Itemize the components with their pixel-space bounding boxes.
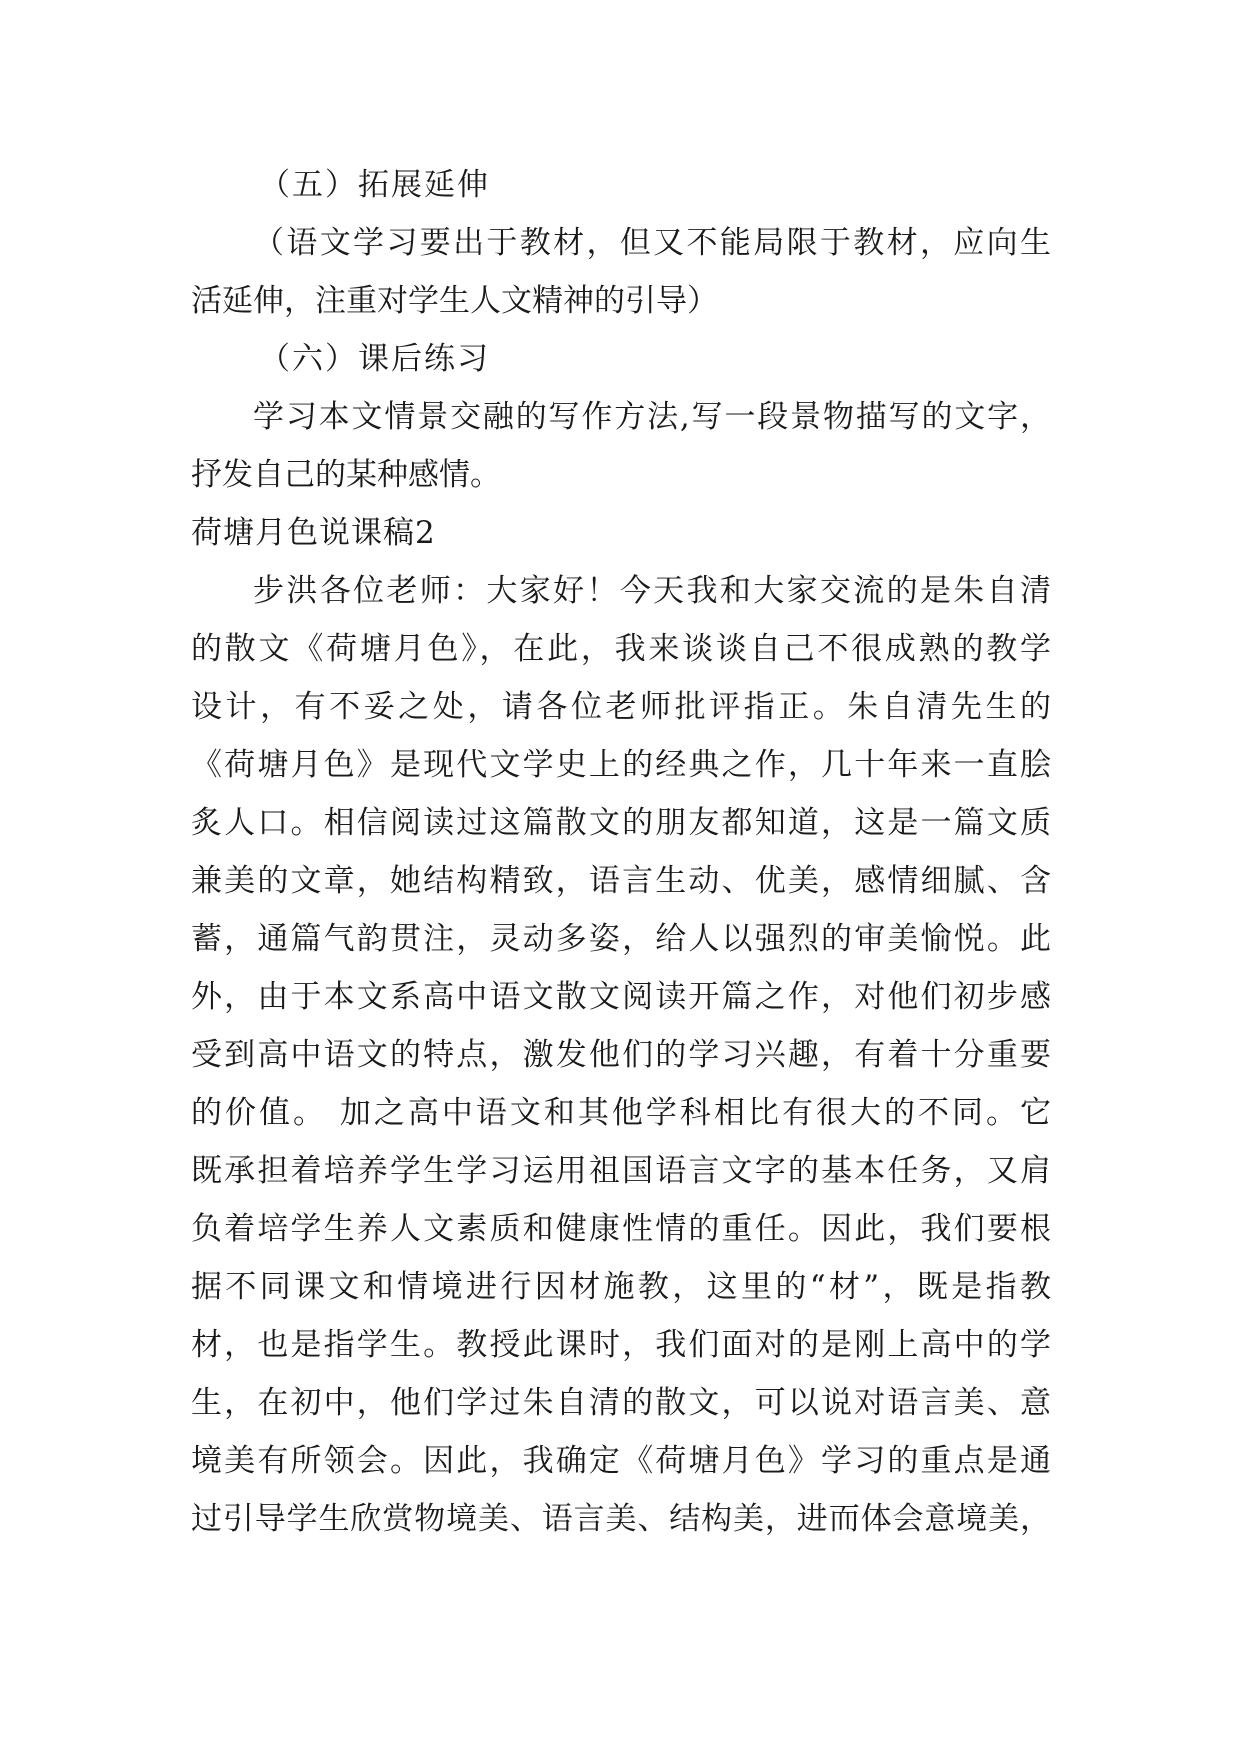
section-6-text-line: 学习本文情景交融的写作方法,写一段景物描写的文字， [253, 399, 1051, 435]
paragraph-line: 步洪各位老师：大家好！今天我和大家交流的是朱自清 [253, 573, 1051, 609]
article-title: 荷塘月色说课稿2 [191, 515, 436, 551]
paragraph-line: 的价值。 加之高中语文和其他学科相比有很大的不同。它 [191, 1095, 1051, 1131]
section-heading-6: （六）课后练习 [259, 341, 490, 377]
section-5-note-line: 活延伸，注重对学生人文精神的引导） [191, 283, 718, 319]
paragraph-line: 过引导学生欣赏物境美、语言美、结构美，进而体会意境美， [191, 1501, 1051, 1537]
paragraph-line: 《荷塘月色》是现代文学史上的经典之作，几十年来一直脍 [191, 747, 1051, 783]
paragraph-line: 既承担着培养学生学习运用祖国语言文字的基本任务，又肩 [191, 1153, 1051, 1189]
paragraph-line: 生，在初中，他们学过朱自清的散文，可以说对语言美、意 [191, 1385, 1051, 1421]
section-5-note-line: （语文学习要出于教材，但又不能局限于教材，应向生 [253, 225, 1051, 261]
paragraph-line: 设计，有不妥之处，请各位老师批评指正。朱自清先生的 [191, 689, 1051, 725]
paragraph-line: 据不同课文和情境进行因材施教，这里的“材”，既是指教 [191, 1269, 1051, 1305]
document-body [191, 156, 1051, 1548]
section-6-text-line: 抒发自己的某种感情。 [191, 457, 501, 493]
paragraph-line: 境美有所领会。因此，我确定《荷塘月色》学习的重点是通 [191, 1443, 1051, 1479]
paragraph-line: 的散文《荷塘月色》，在此，我来谈谈自己不很成熟的教学 [191, 631, 1051, 667]
paragraph-line: 外，由于本文系高中语文散文阅读开篇之作，对他们初步感 [191, 979, 1051, 1015]
section-heading-5: （五）拓展延伸 [259, 167, 490, 203]
paragraph-line: 负着培学生养人文素质和健康性情的重任。因此，我们要根 [191, 1211, 1051, 1247]
paragraph-line: 材，也是指学生。教授此课时，我们面对的是刚上高中的学 [191, 1327, 1051, 1363]
paragraph-line: 炙人口。相信阅读过这篇散文的朋友都知道，这是一篇文质 [191, 805, 1051, 841]
paragraph-line: 兼美的文章，她结构精致，语言生动、优美，感情细腻、含 [191, 863, 1051, 899]
paragraph-line: 蓄，通篇气韵贯注，灵动多姿，给人以强烈的审美愉悦。此 [191, 921, 1051, 957]
paragraph-line: 受到高中语文的特点，激发他们的学习兴趣，有着十分重要 [191, 1037, 1051, 1073]
